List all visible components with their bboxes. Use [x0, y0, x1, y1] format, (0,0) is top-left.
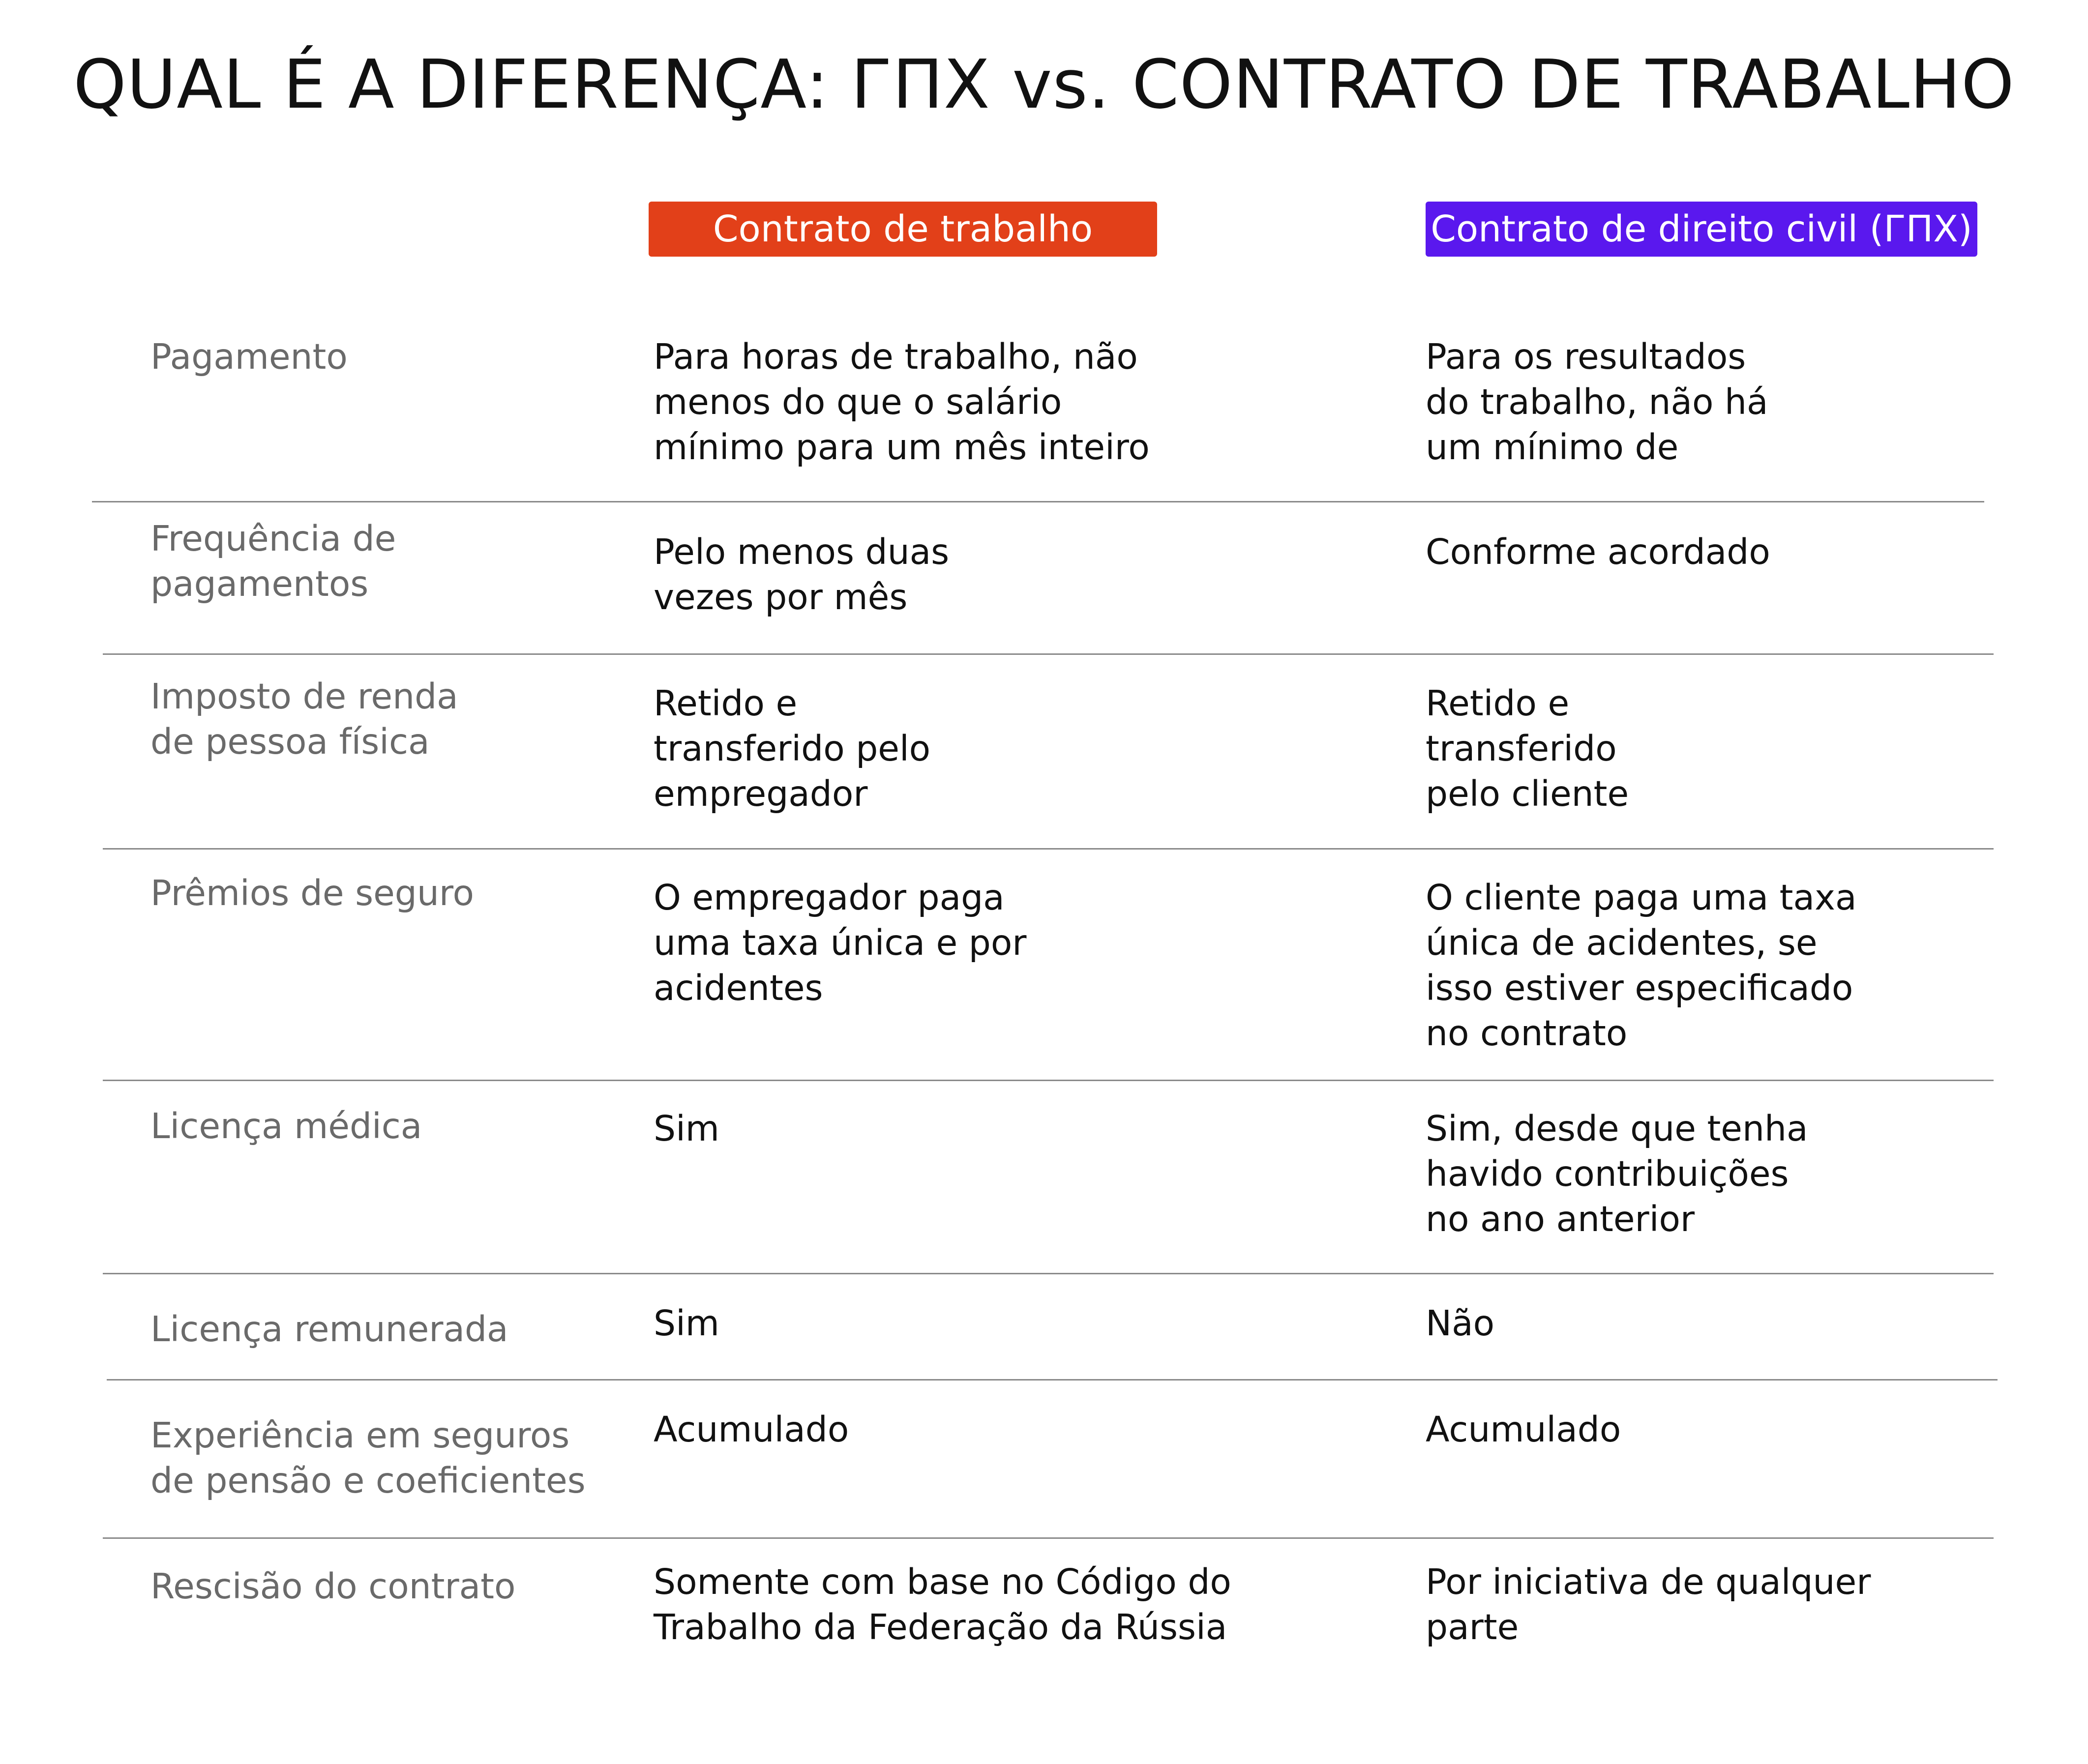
row-label-payment-frequency: Frequência de pagamentos	[150, 518, 396, 604]
cell-labor-payment-frequency: Pelo menos duas vezes por mês	[654, 531, 950, 617]
cell-civil-income-tax: Retido e transferido pelo cliente	[1426, 683, 1629, 814]
cell-labor-contract-termination: Somente com base no Código do Trabalho da Federação da Rússia	[654, 1561, 1231, 1647]
cell-civil-insurance-premiums: O cliente paga uma taxa única de acidentes, se isso estiver especificado no contrato	[1426, 877, 1857, 1054]
cell-labor-insurance-experience: Acumulado	[654, 1409, 849, 1450]
page-title: QUAL É A DIFERENÇA: ГПХ vs. CONTRATO DE TRABALHO	[73, 46, 2015, 124]
row-label-insurance-premiums: Prêmios de seguro	[150, 873, 474, 913]
cell-labor-sick-leave: Sim	[654, 1108, 719, 1149]
column-header-labor-contract: Contrato de trabalho	[649, 202, 1157, 257]
cell-labor-insurance-premiums: O empregador paga uma taxa única e por acidentes	[654, 877, 1027, 1008]
cell-civil-sick-leave: Sim, desde que tenha havido contribuições no ano anterior	[1426, 1108, 1808, 1239]
cell-civil-paid-leave: Não	[1426, 1303, 1495, 1344]
cell-civil-insurance-experience: Acumulado	[1426, 1409, 1621, 1450]
cell-labor-paid-leave: Sim	[654, 1303, 719, 1344]
column-header-civil-contract: Contrato de direito civil (ГПХ)	[1426, 202, 1977, 257]
cell-civil-payment: Para os resultados do trabalho, não há um mínimo de	[1426, 336, 1768, 468]
row-separator	[103, 1537, 1994, 1539]
row-separator	[103, 848, 1994, 850]
row-separator	[107, 1379, 1998, 1381]
row-separator	[103, 1080, 1994, 1081]
cell-labor-income-tax: Retido e transferido pelo empregador	[654, 683, 931, 814]
row-label-income-tax: Imposto de renda de pessoa física	[150, 676, 458, 762]
cell-labor-payment: Para horas de trabalho, não menos do que o salário mínimo para um mês inteiro	[654, 336, 1150, 468]
row-label-insurance-experience: Experiência em seguros de pensão e coeficientes	[150, 1415, 586, 1501]
row-label-sick-leave: Licença médica	[150, 1106, 422, 1147]
row-separator	[103, 653, 1994, 655]
row-separator	[103, 1273, 1994, 1274]
row-label-payment: Pagamento	[150, 336, 348, 377]
row-label-paid-leave: Licença remunerada	[150, 1309, 508, 1350]
cell-civil-payment-frequency: Conforme acordado	[1426, 531, 1770, 572]
row-label-contract-termination: Rescisão do contrato	[150, 1566, 516, 1607]
row-separator	[92, 501, 1984, 502]
cell-civil-contract-termination: Por iniciativa de qualquer parte	[1426, 1561, 1871, 1647]
